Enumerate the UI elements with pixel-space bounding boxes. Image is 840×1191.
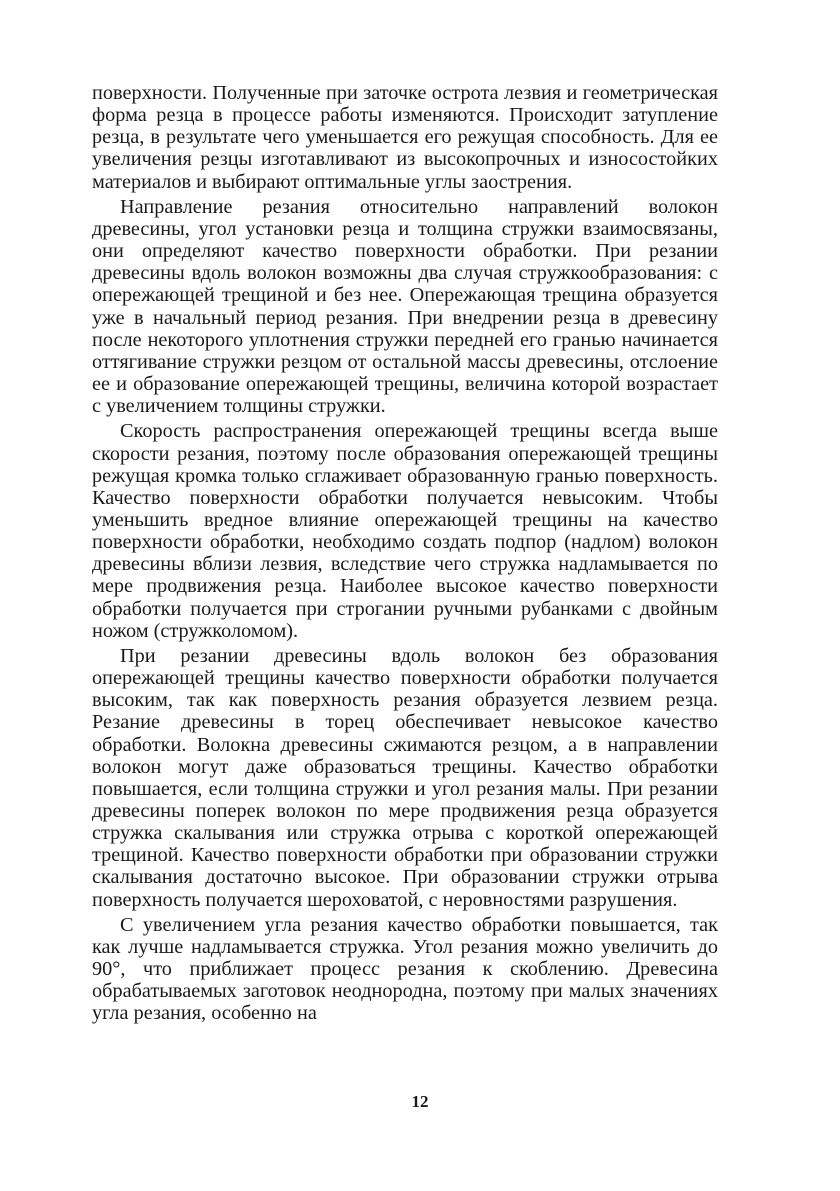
- paragraph-3: Скорость распространения опережающей трещины всегда выше скорости резания, поэтому после образования опережающей трещины режущая кромка только сглаживает образованную гранью поверхность. Качество поверхности обработки получается невысоким. Чтобы уменьшить вредное влияние опережающей трещины на качество поверхности обработки, необходимо создать подпор (надлом) волокон древесины вблизи лезвия, вследствие чего стружка надламывается по мере продвижения резца. Наиболее высокое качество поверхности обработки получается при строгании ручными рубанками с двойным ножом (стружколомом).: [92, 420, 718, 642]
- paragraph-4: При резании древесины вдоль волокон без образования опережающей трещины качество поверхности обработки получается высоким, так как поверхность резания образуется лезвием резца. Резание древесины в торец обеспечивает невысокое качество обработки. Волокна древесины сжимаются резцом, а в направлении волокон могут даже образоваться трещины. Качество обработки повышается, если толщина стружки и угол резания малы. При резании древесины поперек волокон по мере продвижения резца образуется стружка скалывания или стружка отрыва с короткой опережающей трещиной. Качество поверхности обработки при образовании стружки скалывания достаточно высокое. При образовании стружки отрыва поверхность получается шероховатой, с неровностями разрушения.: [92, 644, 718, 911]
- paragraph-1: поверхности. Полученные при заточке острота лезвия и геометрическая форма резца в процессе работы изменяются. Происходит затупление резца, в результате чего уменьшается его режущая способность. Для ее увеличения резцы изготавливают из высокопрочных и износостойких материалов и выбирают оптимальные углы заострения.: [92, 82, 718, 193]
- paragraph-5: С увеличением угла резания качество обработки повышается, так как лучше надламывается стружка. Угол резания можно увеличить до 90°, что приближает процесс резания к скоблению. Древесина обрабатываемых заготовок неоднородна, поэтому при малых значениях угла резания, особенно на: [92, 913, 718, 1025]
- paragraph-2: Направление резания относительно направлений волокон древесины, угол установки резца и толщина стружки взаимосвязаны, они определяют качество поверхности обработки. При резании древесины вдоль волокон возможны два случая стружкообразования: с опережающей трещиной и без нее. Опережающая трещина образуется уже в начальный период резания. При внедрении резца в древесину после некоторого уплотнения стружки передней его гранью начинается оттягивание стружки резцом от остальной массы древесины, отслоение ее и образование опережающей трещины, величина которой возрастает с увеличением толщины стружки.: [92, 195, 718, 418]
- page-number: 12: [411, 1092, 429, 1111]
- body-text: [92, 82, 718, 1028]
